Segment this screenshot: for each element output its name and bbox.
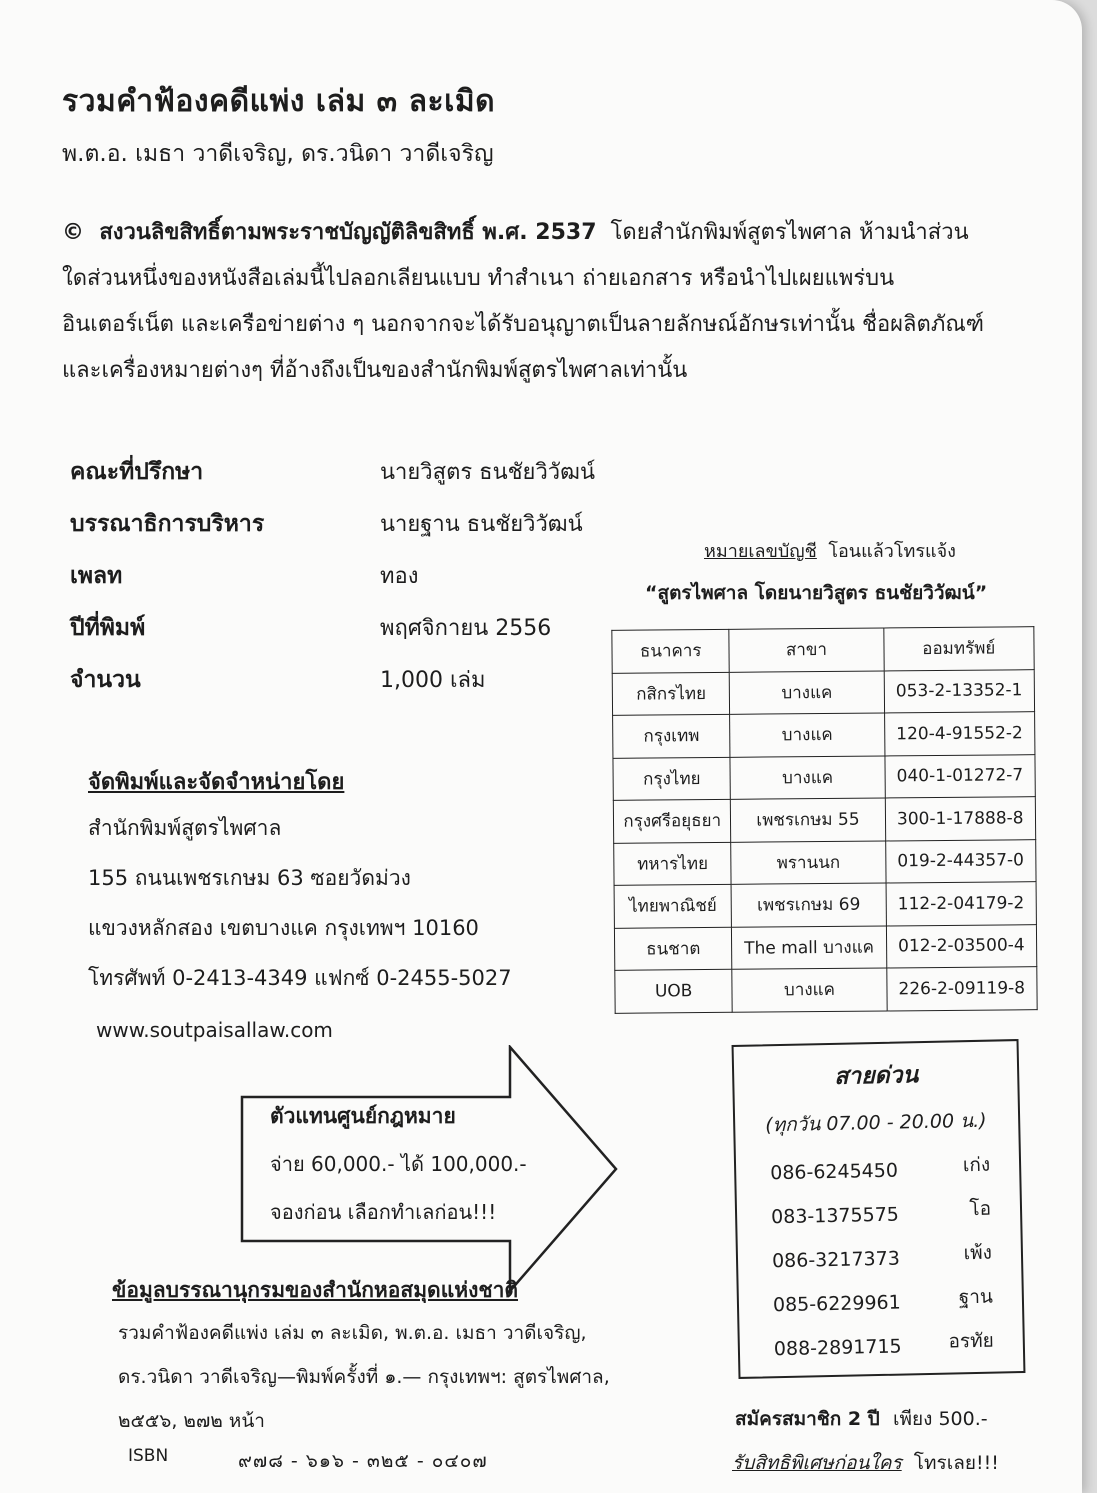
copyright-line-1 (62, 210, 1052, 256)
account-title-underlined: หมายเลขบัญชี (704, 541, 817, 562)
hotline-hours: (ทุกวัน 07.00 - 20.00 น.) (764, 1109, 987, 1137)
table-row (613, 797, 1035, 843)
table-cell: บางแค (730, 670, 885, 714)
hotline-contact (774, 1326, 995, 1371)
isbn-number: ๙๗๘ - ๖๑๖ - ๓๒๕ - ๐๔๐๗ (238, 1450, 488, 1472)
promo-line: จ่าย 60,000.- ได้ 100,000.- (270, 1152, 527, 1176)
membership-offer (735, 1404, 988, 1434)
hotline-contact (770, 1150, 991, 1195)
copyright-notice (62, 210, 1052, 394)
distributor-line: โทรศัพท์ 0-2413-4349 แฟกซ์ 0-2455-5027 (88, 966, 512, 990)
library-heading: ข้อมูลบรรณานุกรมของสำนักหอสมุดแห่งชาติ (112, 1278, 519, 1302)
table-header-row (612, 627, 1034, 673)
membership-bold: สมัครสมาชิก 2 ปี (735, 1408, 880, 1430)
info-value: พฤศจิกายน 2556 (380, 616, 552, 641)
distributor-line: แขวงหลักสอง เขตบางแค กรุงเทพฯ 10160 (88, 916, 479, 940)
table-cell: 053-2-13352-1 (884, 669, 1035, 713)
library-line: รวมคำฟ้องคดีแพ่ง เล่ม ๓ ละเมิด, พ.ต.อ. เมธา วาดีเจริญ, (118, 1322, 587, 1344)
table-cell: ไทยพาณิชย์ (614, 884, 732, 928)
table-cell: 112-2-04179-2 (886, 882, 1037, 926)
distributor-line: 155 ถนนเพชรเกษม 63 ซอยวัดม่วง (88, 866, 411, 890)
website-link[interactable]: www.soutpaisallaw.com (96, 1018, 333, 1042)
table-cell: บางแค (730, 713, 885, 757)
table-cell: 300-1-17888-8 (885, 797, 1036, 841)
phone-number[interactable]: 086-6245450 (769, 1159, 899, 1185)
promo-box (270, 1100, 527, 1244)
table-cell: กรุงเทพ (613, 714, 731, 758)
copyright-line-4: และเครื่องหมายต่างๆ ที่อ้างถึงเป็นของสำนักพิมพ์สูตรไพศาลเท่านั้น (62, 358, 688, 383)
table-row (614, 839, 1036, 885)
table-row (613, 712, 1035, 758)
table-cell: บางแค (730, 755, 885, 799)
info-label: บรรณาธิการบริหาร (70, 511, 265, 537)
table-header: ออมทรัพย์ (883, 627, 1034, 671)
table-cell: UOB (615, 969, 733, 1013)
contact-name: เพ้ง (963, 1241, 993, 1265)
membership-price: เพียง 500.- (892, 1408, 988, 1430)
table-row (614, 924, 1036, 970)
phone-number[interactable]: 086-3217373 (771, 1247, 901, 1273)
contact-name: อรทัย (948, 1329, 995, 1353)
contact-name: เก่ง (962, 1153, 991, 1177)
hotline-title: สายด่วน (833, 1062, 919, 1090)
account-name: “สูตรไพศาล โดยนายวิสูตร ธนชัยวิวัฒน์” (645, 582, 988, 604)
info-value: นายฐาน ธนชัยวิวัฒน์ (380, 512, 583, 537)
info-label: เพลท (70, 563, 123, 589)
hotline-box (732, 1039, 1026, 1379)
copyright-icon: © (62, 220, 84, 245)
isbn-label: ISBN (128, 1446, 169, 1466)
library-line: ดร.วนิดา วาดีเจริญ—พิมพ์ครั้งที่ ๑.— กรุงเทพฯ: สูตรไพศาล, (118, 1366, 610, 1388)
table-cell: 019-2-44357-0 (885, 839, 1036, 883)
table-header: สาขา (729, 628, 884, 672)
account-title-rest: โอนแล้วโทรแจ้ง (828, 541, 956, 562)
table-cell: กสิกรไทย (612, 672, 730, 716)
table-cell: พรานนก (731, 840, 886, 884)
table-cell: ธนชาต (614, 927, 732, 971)
table-cell: เพชรเกษม 69 (731, 883, 886, 927)
info-label: ปีที่พิมพ์ (70, 615, 146, 641)
table-row (614, 882, 1036, 928)
bank-account-table (611, 626, 1037, 1013)
table-row (612, 669, 1034, 715)
hotline-contact (771, 1194, 992, 1239)
table-cell: The mall บางแค (732, 925, 887, 969)
hotline-contact (773, 1282, 994, 1327)
promo-heading: ตัวแทนศูนย์กฎหมาย (270, 1104, 456, 1128)
hotline-contact (772, 1238, 993, 1283)
book-title: รวมคำฟ้องคดีแพ่ง เล่ม ๓ ละเมิด (62, 84, 496, 119)
table-cell: กรุงศรีอยุธยา (613, 799, 731, 843)
library-catalog (118, 1318, 610, 1450)
table-cell: บางแค (732, 968, 887, 1012)
table-cell: กรุงไทย (613, 757, 731, 801)
contact-name: โอ (969, 1197, 992, 1221)
membership-privilege (732, 1448, 999, 1478)
table-row (615, 967, 1037, 1013)
table-cell: 226-2-09119-8 (886, 967, 1037, 1011)
table-cell: 120-4-91552-2 (884, 712, 1035, 756)
distributor-line: สำนักพิมพ์สูตรไพศาล (88, 816, 282, 840)
distributor-heading: จัดพิมพ์และจัดจำหน่ายโดย (88, 770, 345, 795)
copyright-line-2: ใดส่วนหนึ่งของหนังสือเล่มนี้ไปลอกเลียนแบบ ทำสำเนา ถ่ายเอกสาร หรือนำไปเผยแพร่บน (62, 266, 895, 291)
info-value: นายวิสูตร ธนชัยวิวัฒน์ (380, 460, 596, 485)
info-label: จำนวน (70, 667, 141, 693)
phone-number[interactable]: 083-1375575 (770, 1203, 900, 1229)
info-value: 1,000 เล่ม (380, 668, 486, 693)
table-cell: 040-1-01272-7 (885, 754, 1036, 798)
privilege-text: รับสิทธิพิเศษก่อนใคร (732, 1452, 902, 1474)
copyright-line-3: อินเตอร์เน็ต และเครือข่ายต่าง ๆ นอกจากจะได้รับอนุญาตเป็นลายลักษณ์อักษรเท่านั้น ชื่อผลิตภัณฑ์ (62, 312, 984, 337)
phone-number[interactable]: 085-6229961 (772, 1291, 901, 1317)
call-now-text: โทรเลย!!! (913, 1452, 999, 1474)
table-cell: ทหารไทย (614, 842, 732, 886)
promo-line: จองก่อน เลือกทำเลก่อน!!! (270, 1200, 497, 1224)
distributor-address (88, 812, 512, 1012)
table-cell: เพชรเกษม 55 (731, 798, 886, 842)
library-line: ๒๕๕๖, ๒๗๒ หน้า (118, 1410, 265, 1432)
info-label: คณะที่ปรึกษา (70, 459, 204, 485)
contact-name: ฐาน (958, 1285, 994, 1309)
copyright-line-1-rest: โดยสำนักพิมพ์สูตรไพศาล ห้ามนำส่วน (610, 220, 969, 245)
table-header: ธนาคาร (612, 629, 730, 673)
book-authors: พ.ต.อ. เมธา วาดีเจริญ, ดร.วนิดา วาดีเจริญ (62, 141, 494, 167)
table-cell: 012-2-03500-4 (886, 924, 1037, 968)
phone-number[interactable]: 088-2891715 (773, 1335, 902, 1361)
account-title (704, 536, 956, 565)
table-row (613, 754, 1035, 800)
copyright-bold: สงวนลิขสิทธิ์ตามพระราชบัญญัติลิขสิทธิ์ พ.ศ. 2537 (99, 220, 597, 245)
info-value: ทอง (380, 564, 419, 589)
